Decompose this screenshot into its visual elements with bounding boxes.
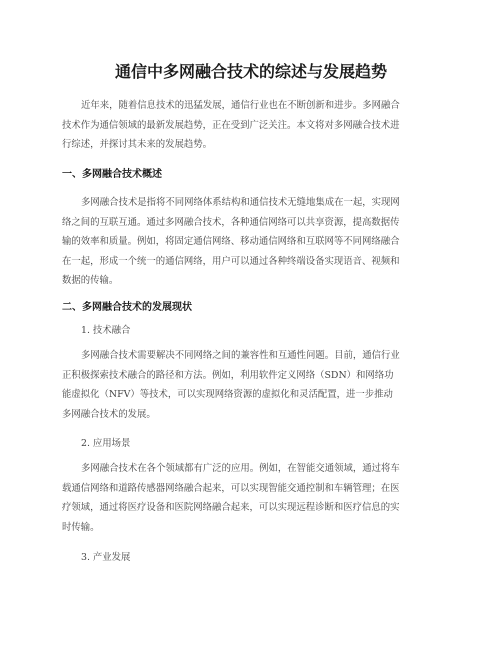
item-1-line: 正积极探索技术融合的路径和方法。例如，利用软件定义网络（SDN）和网络功 — [62, 369, 394, 381]
section-1-line: 在一起，形成一个统一的通信网络，用户可以通过各种终端设备实现语音、视频和 — [62, 255, 400, 267]
item-1-label: 1. 技术融合 — [81, 325, 131, 336]
item-2-line: 疗领域，通过将医疗设备和医院网络融合起来，可以实现远程诊断和医疗信息的实 — [62, 502, 400, 513]
section-2-heading: 二、多网融合技术的发展现状 — [62, 302, 192, 313]
section-1-line: 输的效率和质量。例如，将固定通信网络、移动通信网络和互联网等不同网络融合 — [62, 236, 400, 247]
section-1-heading: 一、多网融合技术概述 — [62, 169, 162, 180]
item-1-paragraph — [62, 346, 440, 424]
section-1-line: 络之间的互联互通。通过多网融合技术，各种通信网络可以共享资源，提高数据传 — [62, 216, 400, 228]
item-1-line: 能虚拟化（NFV）等技术，可以实现网络资源的虚拟化和灵活配置，进一步推动 — [62, 389, 393, 400]
item-2-label: 2. 应用场景 — [81, 438, 131, 449]
item-3-label: 3. 产业发展 — [81, 552, 131, 563]
item-2-line: 时传输。 — [62, 521, 100, 533]
intro-paragraph — [62, 96, 440, 155]
item-2-line: 载通信网络和道路传感器网络融合起来，可以实现智能交通控制和车辆管理；在医 — [62, 482, 400, 494]
item-2-paragraph — [62, 459, 440, 537]
intro-line: 近年来，随着信息技术的迅猛发展，通信行业也在不断创新和进步。多网融合 — [81, 100, 400, 111]
section-1-line: 数据的传输。 — [62, 275, 119, 286]
section-1-line: 多网融合技术是指将不同网络体系结构和通信技术无缝地集成在一起，实现网 — [81, 197, 400, 208]
item-1-line: 多网融合技术需要解决不同网络之间的兼容性和互通性问题。目前，通信行业 — [81, 350, 400, 361]
section-1-paragraph — [62, 193, 440, 291]
document-title: 通信中多网融合技术的综述与发展趋势 — [114, 62, 387, 81]
intro-line: 行综述，并探讨其未来的发展趋势。 — [62, 139, 213, 150]
intro-line: 技术作为通信领域的最新发展趋势，正在受到广泛关注。本文将对多网融合技术进 — [62, 119, 400, 131]
item-2-line: 多网融合技术在各个领域都有广泛的应用。例如，在智能交通领域，通过将车 — [81, 463, 400, 474]
item-1-line: 多网融合技术的发展。 — [62, 408, 156, 420]
